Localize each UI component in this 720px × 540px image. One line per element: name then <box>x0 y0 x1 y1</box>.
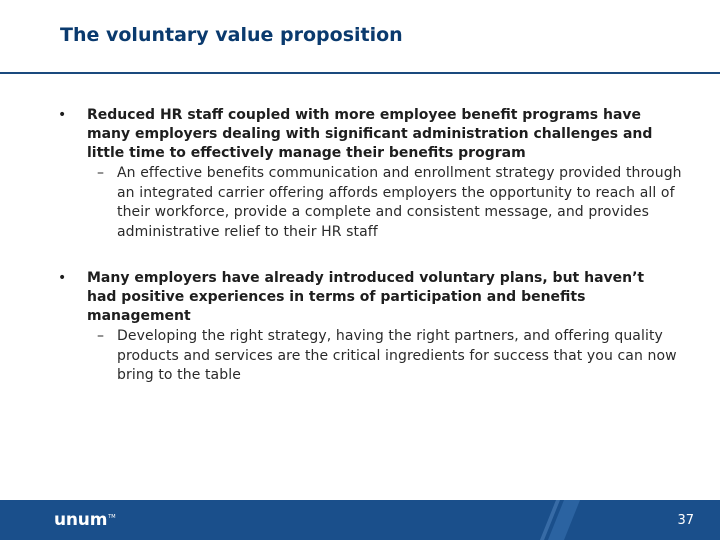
logo-trademark: TM <box>108 514 116 520</box>
logo-wordmark: unum <box>54 510 108 530</box>
sub-bullet-marker: – <box>97 165 104 181</box>
bullet-marker: • <box>58 107 67 123</box>
bullet-item <box>57 269 697 386</box>
sub-bullet-text: An effective benefits communication and enrollment strategy provided through an integrated carrier offering affords employers the opportunity to reach all of their workforce, provide a complete and consistent message, and provides administrative relief to their HR staff <box>117 165 682 240</box>
page-number: 37 <box>677 513 694 528</box>
bullet-text: Many employers have already introduced voluntary plans, but haven’t had positive experiences in terms of participation and benefits management <box>87 270 645 324</box>
slide-content <box>57 106 697 386</box>
bullet-text: Reduced HR staff coupled with more employee benefit programs have many employers dealing with significant administration challenges and little time to effectively manage their benefits program <box>87 107 653 161</box>
unum-logo <box>54 512 116 529</box>
title-divider <box>0 72 720 74</box>
sub-bullet-marker: – <box>97 328 104 344</box>
sub-bullet-text: Developing the right strategy, having the right partners, and offering quality products and services are the critical ingredients for success that you can now bring to the table <box>117 328 677 383</box>
sub-bullet-item <box>87 164 697 242</box>
sub-bullet-item <box>87 327 697 386</box>
bullet-item <box>57 106 697 242</box>
footer-stripe-decoration <box>540 500 580 540</box>
bullet-marker: • <box>58 270 67 286</box>
page-title: The voluntary value proposition <box>60 24 403 46</box>
